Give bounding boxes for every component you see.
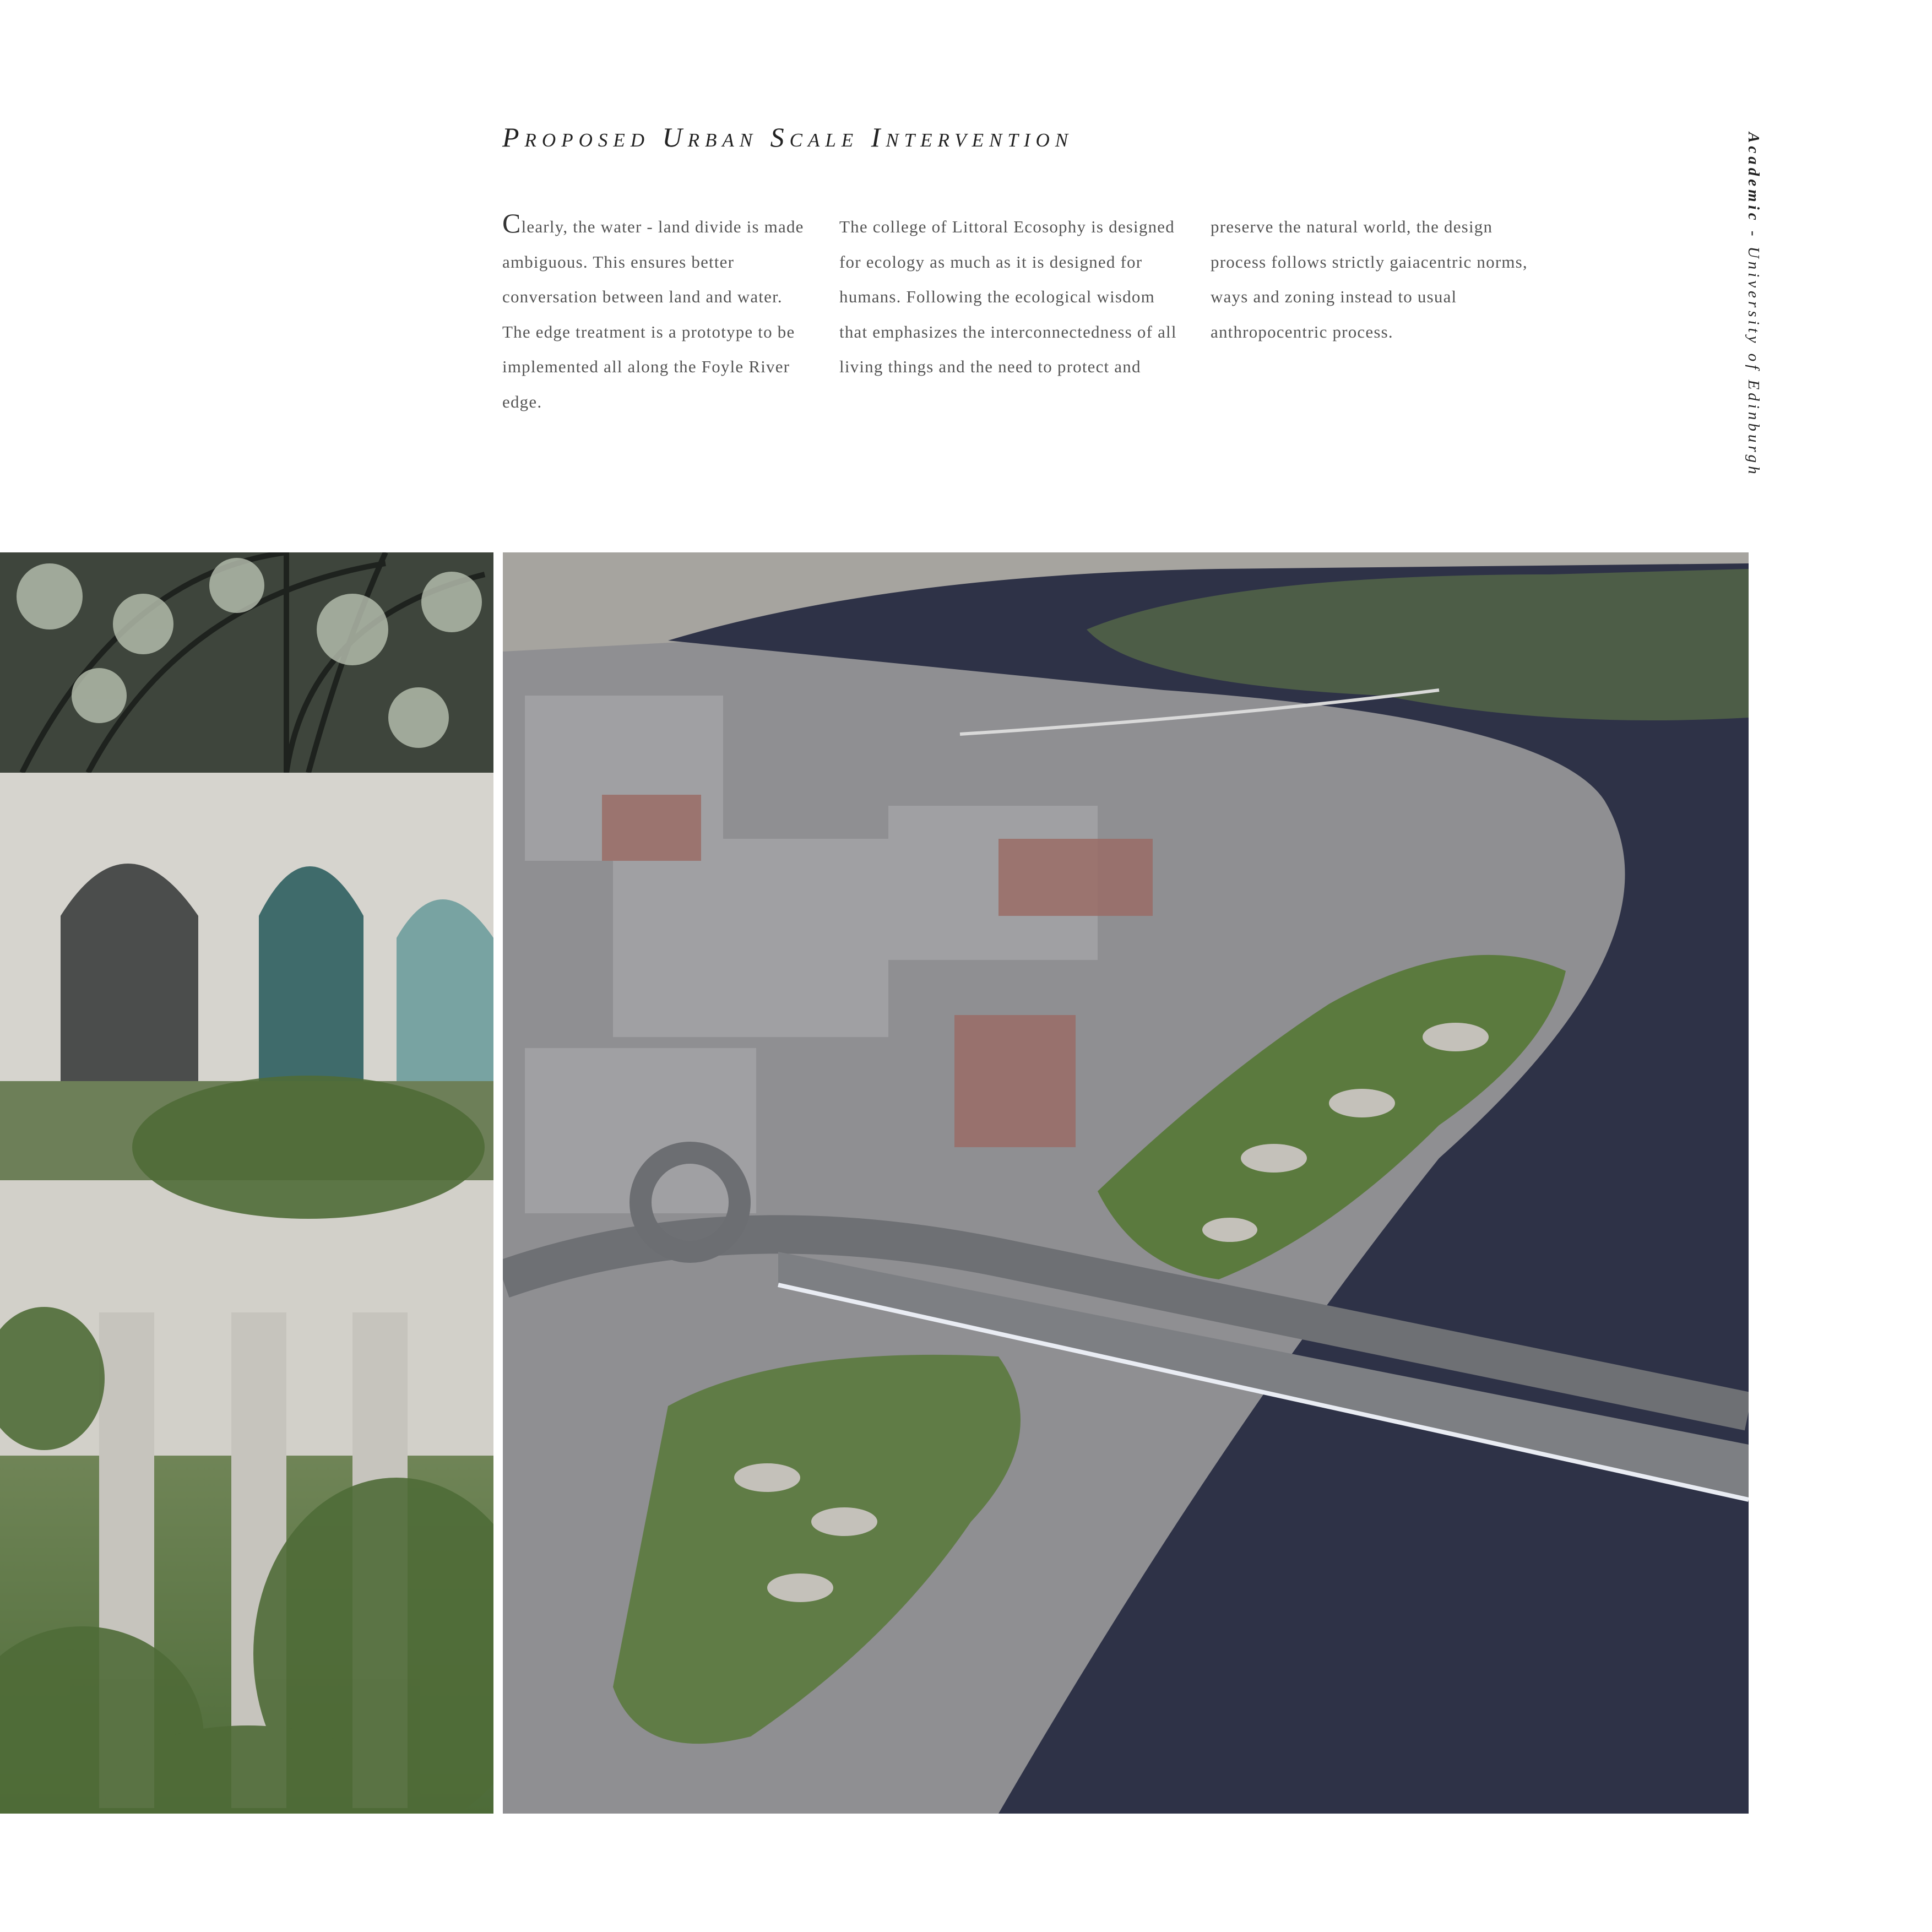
side-label-category: Academic bbox=[1745, 132, 1762, 224]
page-title: Proposed Urban Scale Intervention bbox=[502, 122, 1074, 153]
render-illustration bbox=[0, 552, 493, 1814]
text-column-3: preserve the natural world, the design process follows strictly gaiacentric norms, ways and zoning instead to usual anthropocentric process. bbox=[1211, 217, 1528, 341]
text-column-1-body: learly, the water - land divide is made ambiguous. This ensures better conversation between land and water. The edge treatment is a prototype to be implemented all along the Foyle River edge. bbox=[502, 217, 804, 411]
aerial-view-image bbox=[503, 552, 1749, 1814]
drop-cap: C bbox=[502, 208, 522, 238]
aerial-illustration bbox=[503, 552, 1749, 1814]
text-column-2: The college of Littoral Ecosophy is designed for ecology as much as it is designed for humans. Following the ecological wisdom that emphasizes the interconnectedness of all living things and the need to protect and bbox=[839, 217, 1177, 376]
side-label bbox=[1740, 132, 1762, 562]
side-label-institution: - University of Edinburgh bbox=[1745, 223, 1762, 477]
architectural-render-image bbox=[0, 552, 493, 1814]
text-column-1 bbox=[502, 209, 811, 419]
